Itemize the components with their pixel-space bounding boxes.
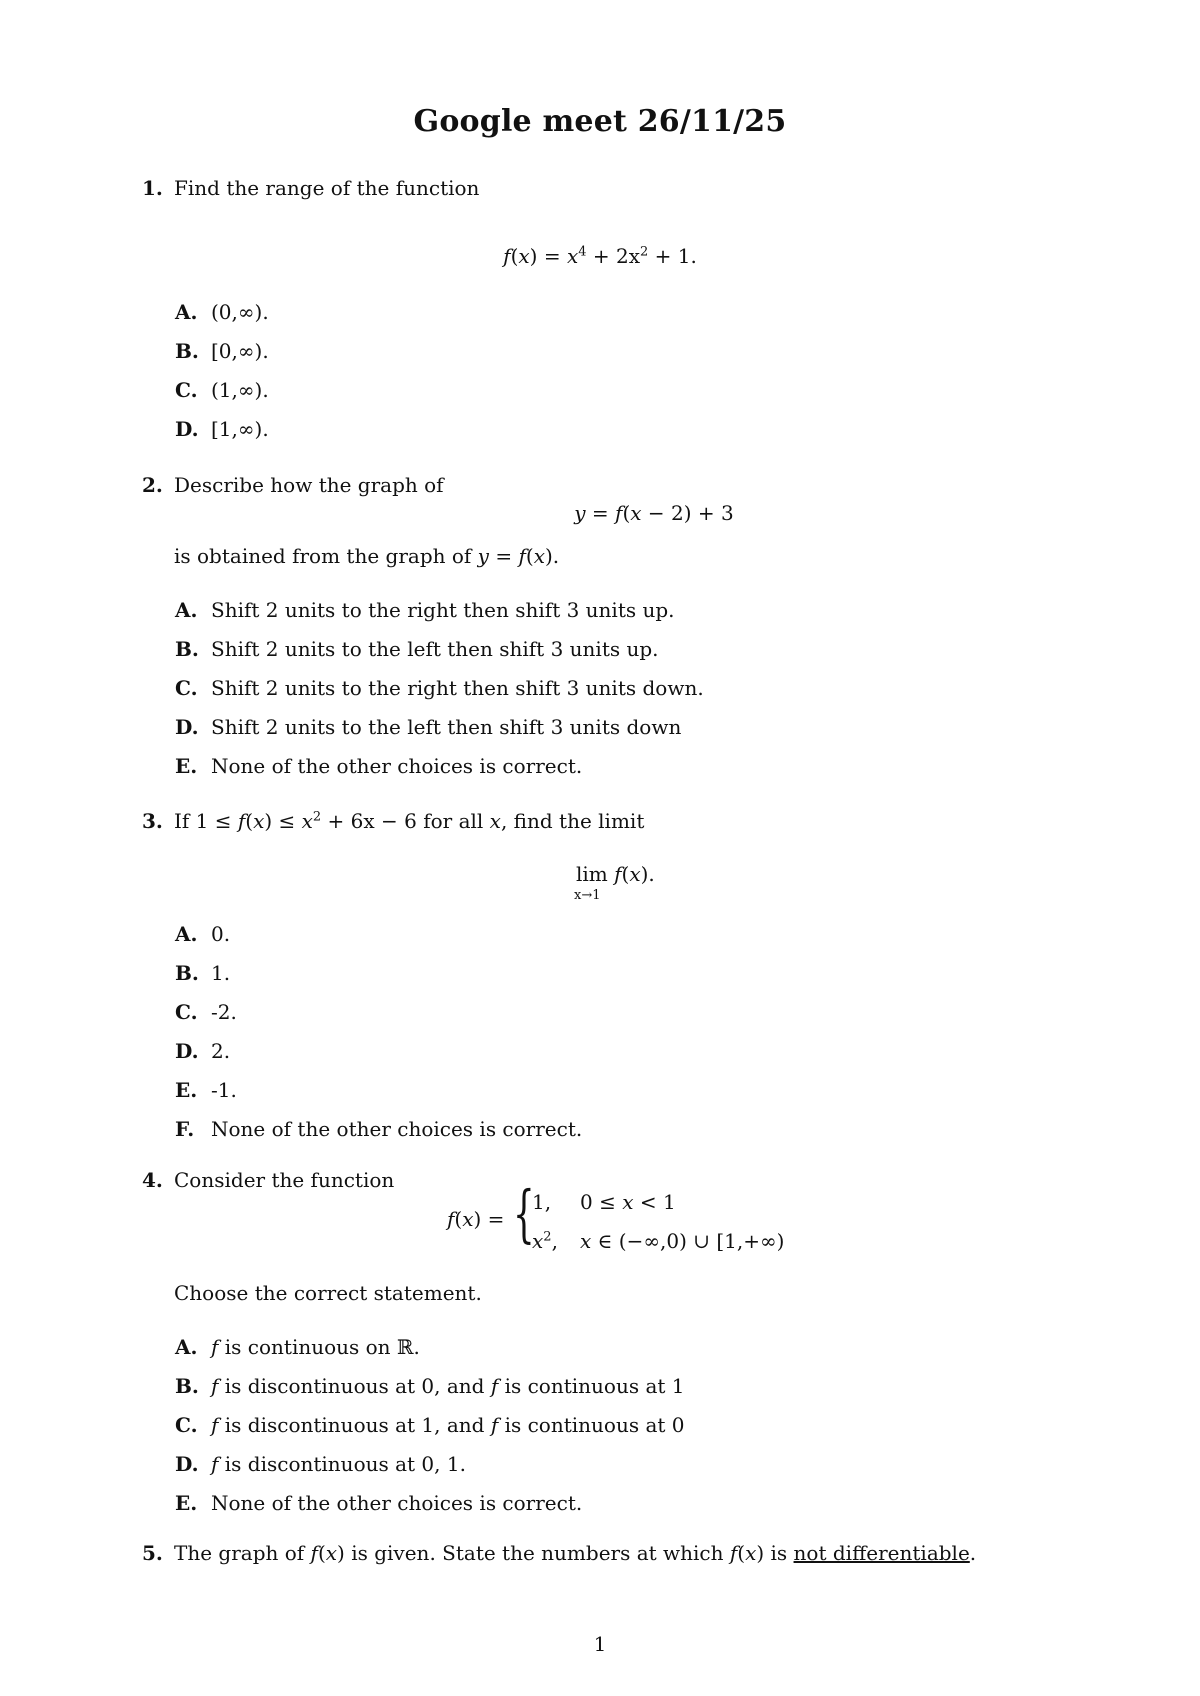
piecewise-case-2-condition: x ∈ (−∞,0) ∪ [1,+∞) — [580, 1229, 785, 1253]
question-2-text-2: is obtained from the graph of y = f(x). — [174, 544, 560, 568]
question-4-number: 4. — [142, 1168, 163, 1192]
question-1-number: 1. — [142, 176, 163, 200]
question-4-text: Consider the function — [174, 1168, 395, 1192]
question-3-limit: lim f(x). — [576, 862, 655, 886]
q4-option-a[interactable]: A. f is continuous on ℝ. — [175, 1335, 420, 1359]
q4-option-d[interactable]: D. f is discontinuous at 0, 1. — [175, 1452, 466, 1476]
piecewise-case-1-value: 1, — [532, 1190, 552, 1214]
q2-option-b[interactable]: B. Shift 2 units to the left then shift 3 units up. — [175, 637, 659, 661]
q4-option-e[interactable]: E. None of the other choices is correct. — [175, 1491, 583, 1515]
question-3-text: If $1 \le f(x) \le x^2 + 6x - 6$ for all x, find the limit — [174, 809, 645, 833]
q2-option-d[interactable]: D. Shift 2 units to the left then shift 3 units down — [175, 715, 682, 739]
q4-option-c[interactable]: C. f is discontinuous at 1, and f is continuous at 0 — [175, 1413, 685, 1437]
piecewise-lhs: f(x) = — [447, 1207, 505, 1231]
piecewise-case-1-condition: 0 ≤ x < 1 — [580, 1190, 676, 1214]
question-3-limit-subscript: x→1 — [574, 888, 601, 903]
q1-option-c[interactable]: C. (1,∞). — [175, 378, 269, 402]
q3-option-f[interactable]: F. None of the other choices is correct. — [175, 1117, 583, 1141]
q4-option-b[interactable]: B. f is discontinuous at 0, and f is continuous at 1 — [175, 1374, 685, 1398]
question-5-number: 5. — [142, 1541, 163, 1565]
question-2-formula: y = f(x − 2) + 3 — [574, 501, 734, 525]
q1-option-a[interactable]: A. (0,∞). — [175, 300, 269, 324]
piecewise-brace: { — [513, 1177, 535, 1250]
question-5-text: The graph of f(x) is given. State the numbers at which f(x) is not differentiable. — [174, 1541, 977, 1565]
question-4-text-2: Choose the correct statement. — [174, 1281, 482, 1305]
q2-option-a[interactable]: A. Shift 2 units to the right then shift 3 units up. — [175, 598, 675, 622]
q2-option-c[interactable]: C. Shift 2 units to the right then shift 3 units down. — [175, 676, 704, 700]
question-2-number: 2. — [142, 473, 163, 497]
q3-option-e[interactable]: E. -1. — [175, 1078, 237, 1102]
q2-option-e[interactable]: E. None of the other choices is correct. — [175, 754, 583, 778]
q1-option-d[interactable]: D. [1,∞). — [175, 417, 269, 441]
question-3-number: 3. — [142, 809, 163, 833]
q3-option-b[interactable]: B. 1. — [175, 961, 231, 985]
page-number: 1 — [593, 1632, 607, 1656]
q3-option-c[interactable]: C. -2. — [175, 1000, 237, 1024]
page-title: Google meet 26/11/25 — [413, 104, 787, 139]
q3-option-a[interactable]: A. 0. — [175, 922, 231, 946]
q1-option-b[interactable]: B. [0,∞). — [175, 339, 269, 363]
piecewise-case-2-value: $x^2$, — [532, 1229, 558, 1253]
not-differentiable-underlined: not differentiable — [793, 1541, 970, 1565]
question-2-text: Describe how the graph of — [174, 473, 444, 497]
question-1-text: Find the range of the function — [174, 176, 480, 200]
q3-option-d[interactable]: D. 2. — [175, 1039, 231, 1063]
question-1-formula: $f(x) = x^4 + 2x^2 + 1$. — [503, 244, 697, 268]
